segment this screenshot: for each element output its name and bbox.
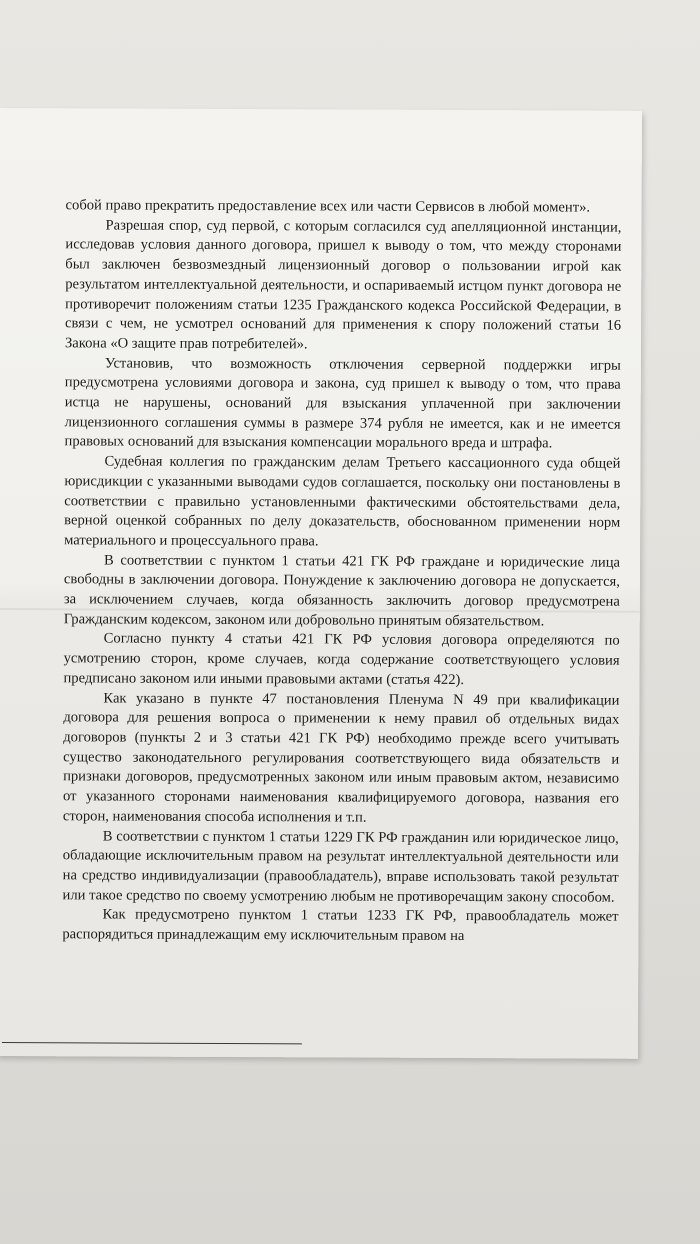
paragraph: Согласно пункту 4 статьи 421 ГК РФ условия договора определяются по усмотрению сторон, кроме случаев, когда содержание соответствующего условия предписано законом или иными правовыми актами (статья 422). — [63, 630, 620, 688]
paragraph: В соответствии с пунктом 1 статьи 421 ГК РФ граждане и юридические лица свободны в заключении договора. Понуждение к заключению договора не допускается, за исключением случаев, когда обязанность заключить договор предусмотрена Гражданским кодексом, законом или добровольно принятым обязательством. — [63, 552, 621, 630]
paragraph: Судебная коллегия по гражданским делам Третьего кассационного суда общей юрисдикции с указанными выводами судов соглашается, поскольку они постановлены в соответствии с правильно установленными фактическими обстоятельствами дела, верной оценкой собранных по делу доказательств, обоснованном применении норм материального и процессуального права. — [64, 453, 621, 550]
paragraph-continuation: собой право прекратить предоставление всех или части Сервисов в любой момент». — [65, 197, 591, 216]
paragraph: Как указано в пункте 47 постановления Пленума N 49 при квалификации договора для решения вопроса о применении к нему правил об отдельных видах договоров (пункты 2 и 3 статьи 421 ГК РФ) необходимо прежде всего учитывать существо законодательного регулирования соответствующего вида обязательств и признаки договоров, предусмотренных законом или иным правовым актом, независимо от указанного сторонами наименования квалифицируемого договора, названия его сторон, наименования способа исполнения и т.п. — [62, 690, 620, 826]
document-body — [62, 196, 621, 947]
paragraph: Как предусмотрено пунктом 1 статьи 1233 ГК РФ, правообладатель может распорядиться принадлежащим ему исключительным правом на — [62, 906, 619, 945]
footnote-rule — [2, 1042, 302, 1044]
paragraph: Установив, что возможность отключения серверной поддержки игры предусмотрена условиями договора и закона, суд пришел к выводу о том, что права истца не нарушены, оснований для взыскания уплаченной при заключении лицензионного соглашения суммы в размере 374 рубля не имеется, как и не имеется правовых оснований для взыскания компенсации морального вреда и штрафа. — [64, 355, 621, 452]
paragraph: Разрешая спор, суд первой, с которым согласился суд апелляционной инстанции, исследовав условия данного договора, пришел к выводу о том, что между сторонами был заключен безвозмездный лицензионный договор о пользовании игрой как результатом интеллектуальной деятельности, и оспариваемый истцом пункт договора не противоречит положениям статьи 1235 Гражданского кодекса Российской Федерации, в связи с чем, не усмотрел оснований для применения к спору положений статьи 16 Закона «О защите прав потребителей». — [64, 217, 622, 353]
document-page — [0, 108, 642, 1059]
paragraph: В соответствии с пунктом 1 статьи 1229 ГК РФ гражданин или юридическое лицо, обладающие исключительным правом на результат интеллектуальной деятельности или на средство индивидуализации (правообладатель), вправе использовать такой результат или такое средство по своему усмотрению любым не противоречащим закону способом. — [62, 827, 619, 906]
